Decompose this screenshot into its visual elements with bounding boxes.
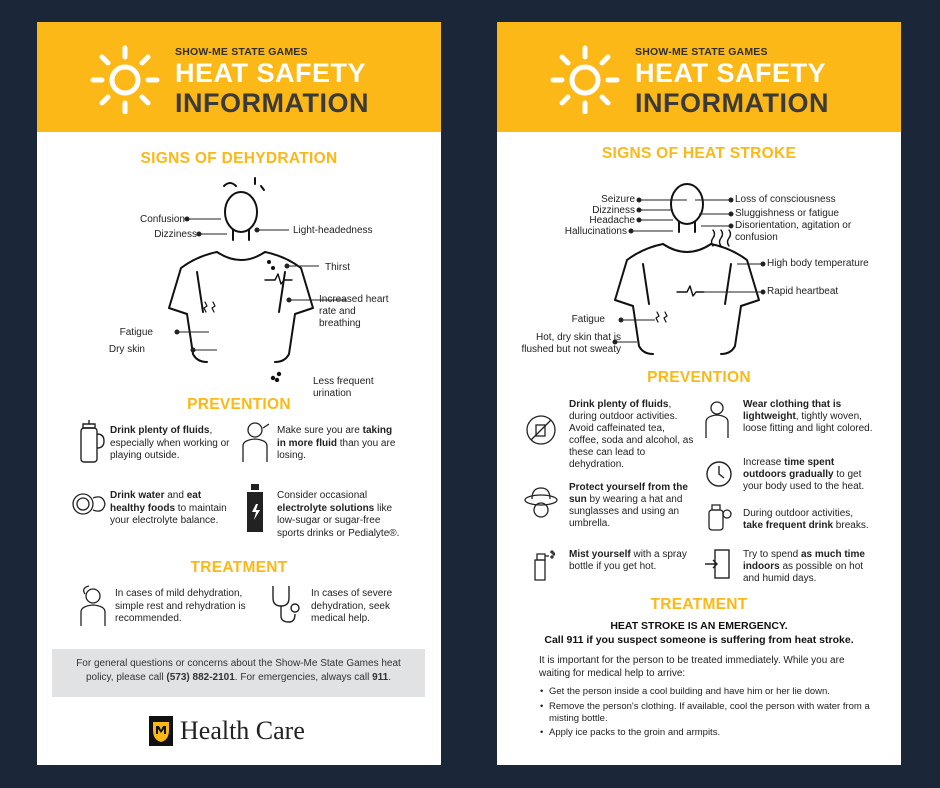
sign-hot-dry-skin: Hot, dry skin that is flushed but not sweaty xyxy=(521,332,621,355)
eyebrow: SHOW-ME STATE GAMES xyxy=(635,46,768,58)
heat-stroke-card xyxy=(497,22,901,765)
prevention-sun: Protect yourself from the sun by wearing a hat and sunglasses and using an umbrella. xyxy=(569,482,688,529)
clock-icon xyxy=(705,460,733,488)
sun-icon xyxy=(89,42,161,114)
treatment-heading: TREATMENT xyxy=(190,559,288,576)
sign-light-headedness: Light-headedness xyxy=(293,225,373,236)
sign-seizure: Seizure xyxy=(601,194,635,205)
dehydration-card xyxy=(37,22,441,765)
sign-hallucinations: Hallucinations xyxy=(564,226,627,237)
prevention-electrolytes: Consider occasional electrolyte solutions like low-sugar or sugar-free sports drinks or Pedialyte®. xyxy=(277,490,400,539)
orange-slice-icon xyxy=(71,490,107,518)
stethoscope-icon xyxy=(267,584,301,624)
prevention-fluids: Drink plenty of fluids, during outdoor activities. Avoid caffeinated tea, coffee, soda and alcohol, as these can lead to dehydration. xyxy=(569,399,694,470)
sign-loss-of-consciousness: Loss of consciousness xyxy=(735,194,836,205)
header-banner xyxy=(37,22,441,132)
sign-fatigue: Fatigue xyxy=(119,327,153,338)
treatment-bullet: • Get the person inside a cool building and have him or her lie down. xyxy=(549,686,879,698)
sign-dizziness: Dizziness xyxy=(154,229,197,240)
prevention-clothing: Wear clothing that is lightweight, tightly woven, loose fitting and light colored. xyxy=(743,399,873,434)
sign-increased-heart-rate: Increased heart rate and breathing xyxy=(319,294,389,329)
sign-disorientation: Disorientation, agitation or confusion xyxy=(735,220,852,243)
treatment-bullet: • Remove the person's clothing. If available, cool the person with water from a misting bottle. xyxy=(549,701,879,725)
person-clothing-icon xyxy=(703,400,731,440)
treatment-bullet: • Apply ice packs to the groin and armpits. xyxy=(549,727,879,739)
prevention-water-food: Drink water and eat healthy foods to maintain your electrolyte balance. xyxy=(110,490,227,526)
door-icon xyxy=(703,548,733,580)
sign-dizziness: Dizziness xyxy=(592,205,635,216)
call-911-notice: Call 911 if you suspect someone is suffering from heat stroke. xyxy=(544,634,854,646)
treatment-heading: TREATMENT xyxy=(650,596,748,613)
spray-bottle-icon xyxy=(525,548,555,582)
sports-drink-bottle-icon xyxy=(243,484,267,534)
person-drinking-icon xyxy=(237,420,273,464)
signs-heading: SIGNS OF DEHYDRATION xyxy=(140,150,338,167)
prevention-more-fluid: Make sure you are taking in more fluid than you are losing. xyxy=(277,425,396,461)
prevention-gradual: Increase time spent outdoors gradually to get your body used to the heat. xyxy=(743,457,865,492)
header-banner xyxy=(497,22,901,132)
treatment-severe: In cases of severe dehydration, seek medical help. xyxy=(311,588,393,624)
prevention-heading: PREVENTION xyxy=(187,396,291,413)
health-care-logo-text: Health Care xyxy=(180,716,305,745)
sign-less-frequent-urination: Less frequent urination xyxy=(313,376,374,399)
sign-fatigue: Fatigue xyxy=(571,314,605,325)
title-line1: HEAT SAFETY xyxy=(175,58,367,88)
title-line2: INFORMATION xyxy=(175,88,369,118)
title-line2: INFORMATION xyxy=(635,88,829,118)
sun-hat-icon xyxy=(523,486,559,520)
sign-headache: Headache xyxy=(589,215,635,226)
mu-logo-icon xyxy=(149,716,173,746)
signs-heading: SIGNS OF HEAT STROKE xyxy=(601,145,797,162)
water-bottle-icon xyxy=(703,502,733,532)
prevention-heading: PREVENTION xyxy=(647,369,751,386)
person-resting-icon xyxy=(75,584,113,628)
sign-confusion: Confusion xyxy=(139,214,185,225)
prevention-fluids: Drink plenty of fluids, especially when working or playing outside. xyxy=(110,425,230,461)
sign-thirst: Thirst xyxy=(325,262,350,273)
prevention-drink-breaks: During outdoor activities, take frequent drink breaks. xyxy=(743,508,869,531)
sign-dry-skin: Dry skin xyxy=(108,344,145,355)
prevention-mist: Mist yourself with a spray bottle if you get hot. xyxy=(569,549,687,572)
sun-icon xyxy=(549,42,621,114)
tumbler-icon xyxy=(77,420,105,466)
sign-sluggishness: Sluggishness or fatigue xyxy=(735,208,839,219)
title-line1: HEAT SAFETY xyxy=(635,58,827,88)
eyebrow: SHOW-ME STATE GAMES xyxy=(175,46,308,58)
sign-rapid-heartbeat: Rapid heartbeat xyxy=(767,286,839,297)
contact-footer: For general questions or concerns about the Show-Me State Games heat policy, please call (573) 882-2101. For emergencies, always call 911. xyxy=(52,649,425,697)
prevention-indoors: Try to spend as much time indoors as possible on hot and humid days. xyxy=(743,549,865,584)
emergency-notice: HEAT STROKE IS AN EMERGENCY. xyxy=(610,620,788,632)
treatment-intro: It is important for the person to be treated immediately. While you are waiting for medical help to arrive: xyxy=(539,655,845,679)
no-caffeine-icon xyxy=(525,414,557,446)
treatment-mild: In cases of mild dehydration, simple rest and rehydration is recommended. xyxy=(115,588,246,624)
sign-high-body-temperature: High body temperature xyxy=(767,258,869,269)
